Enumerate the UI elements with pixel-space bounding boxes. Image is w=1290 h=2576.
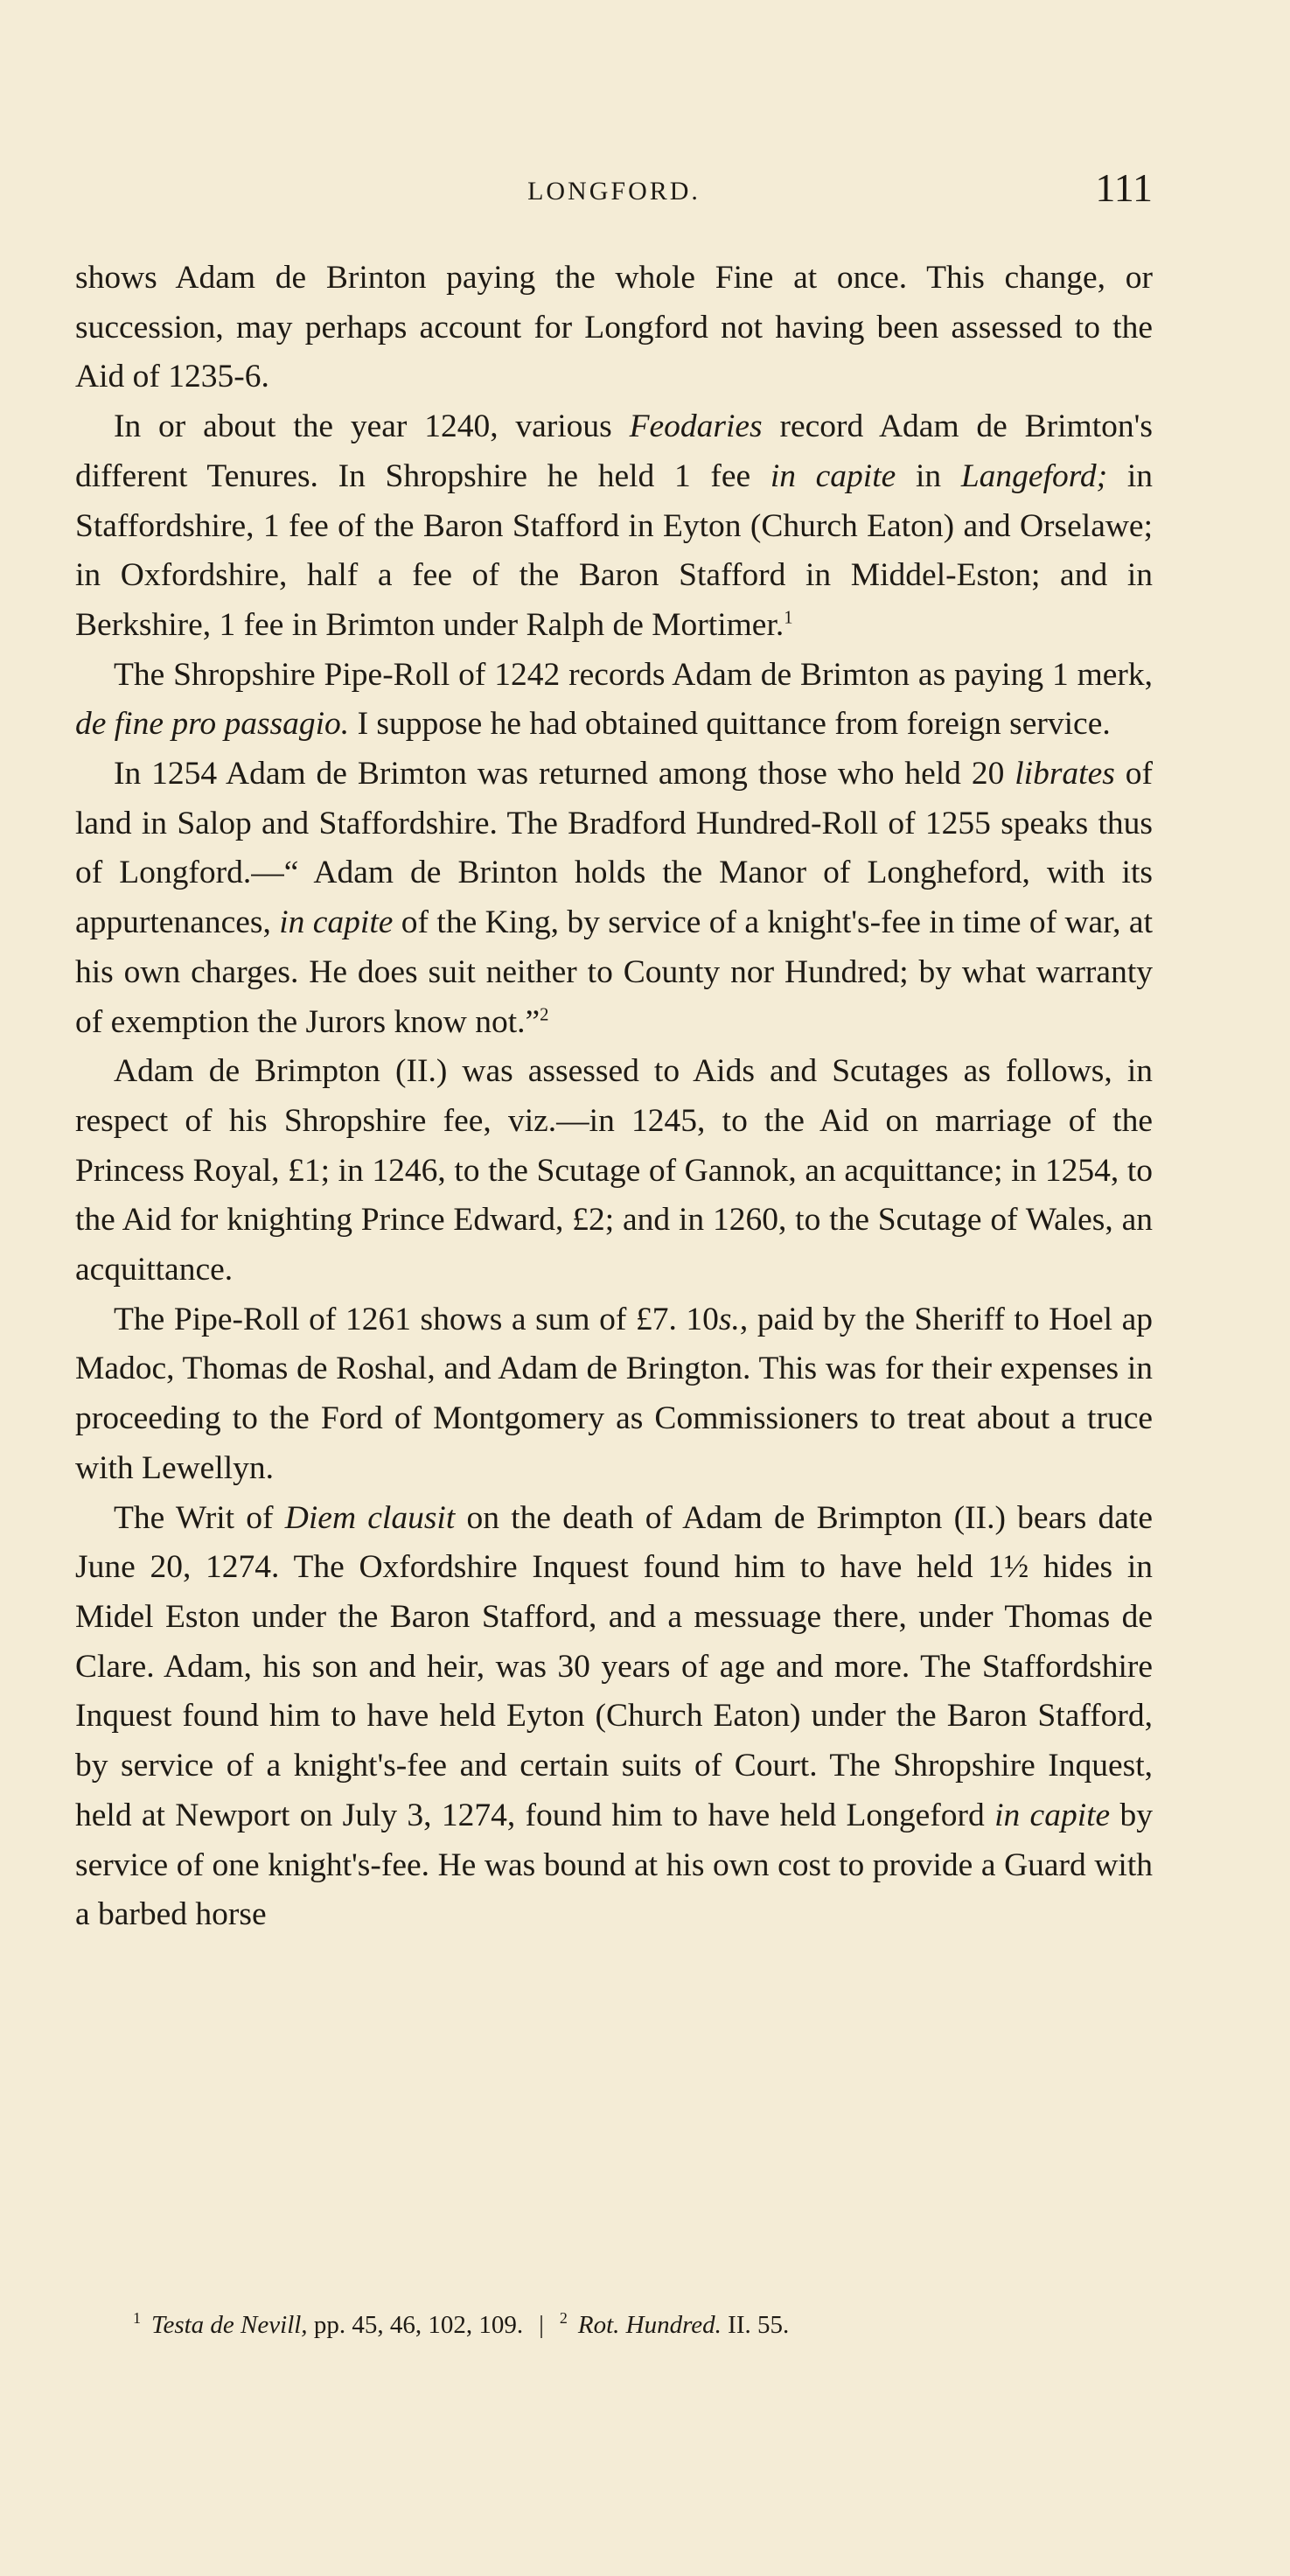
footnote-ref: 1	[784, 608, 793, 628]
body-text	[75, 254, 1153, 1940]
footnote-1-text: pp. 45, 46, 102, 109.	[307, 2310, 524, 2339]
text-run: In or about the year 1240, various	[114, 408, 630, 445]
footnote-2-mark: 2	[559, 2309, 568, 2327]
footnote-2-source: Rot. Hundred.	[577, 2310, 722, 2339]
text-run: The Writ of	[114, 1499, 285, 1536]
italic-term: Feodaries	[629, 408, 763, 445]
italic-term: in capite	[994, 1797, 1111, 1833]
text-run: in Staffordshire, 1 fee of the Baron Stafford in Eyton (Church Eaton) and Orselawe; in Oxfordshire, half a fee of the Baron Stafford in Middel-Eston; and in Berkshire, 1 fee in Brimton under Ralph de Mortimer.	[75, 457, 1154, 643]
footnote-2-text: II. 55.	[721, 2310, 790, 2339]
footnote-separator: |	[539, 2310, 544, 2339]
text-run: In 1254 Adam de Brimton was returned among those who held 20	[114, 756, 1015, 792]
text-run: in	[896, 457, 961, 494]
italic-term: in capite	[279, 904, 394, 941]
italic-term: de fine pro passagio.	[75, 706, 350, 743]
running-head: LONGFORD.	[527, 177, 701, 206]
paragraph-5	[75, 1047, 1153, 1295]
footnote-1	[133, 2311, 523, 2339]
italic-term: s.	[718, 1301, 740, 1337]
paragraph-6	[75, 1295, 1153, 1494]
footnote-1-mark: 1	[133, 2309, 141, 2327]
text-run: of land in Salop and Staffordshire. The Bradford Hundred-Roll of 1255 speaks thus of Longford.—“ Adam de Brinton holds the Manor of Longheford, with its appurtenances,	[75, 756, 1153, 941]
paragraph-2	[75, 402, 1153, 651]
italic-term: librates	[1015, 756, 1115, 792]
text-run: The Pipe-Roll of 1261 shows a sum of £7. 10	[114, 1301, 719, 1337]
italic-term: Diem clausit	[284, 1499, 456, 1536]
paragraph-4	[75, 750, 1153, 1047]
footnote-2	[560, 2311, 789, 2339]
paragraph-1	[75, 254, 1153, 402]
text-run: Adam de Brimpton (II.) was assessed to Aids and Scutages as follows, in respect of his Shropshire fee, viz.—in 1245, to the Aid on marriage of the Princess Royal, £1; in 1246, to the Scutage of Gannok, an acquittance; in 1254, to the Aid for knighting Prince Edward, £2; and in 1260, to the Scutage of Wales, an acquittance.	[75, 1053, 1153, 1288]
text-run: record Adam de Brimton's different Tenures. In Shropshire he held 1 fee	[75, 408, 1153, 494]
text-run: I suppose he had obtained quittance from foreign service.	[349, 706, 1111, 743]
page-number: 111	[1095, 165, 1153, 210]
paragraph-7	[75, 1494, 1153, 1940]
italic-term: in capite	[770, 457, 896, 494]
text-run: The Shropshire Pipe-Roll of 1242 records Adam de Brimton as paying 1 merk,	[114, 656, 1153, 693]
text-run: of the King, by service of a knight's-fee in time of war, at his own charges. He does suit neither to County nor Hundred; by what warranty of exemption the Jurors know not.”	[75, 904, 1154, 1040]
italic-term: Langeford;	[960, 457, 1108, 494]
page-footnotes	[133, 2309, 1147, 2340]
text-run: on the death of Adam de Brimpton (II.) bears date June 20, 1274. The Oxfordshire Inquest found him to have held 1½ hides in Midel Eston under the Baron Stafford, and a messuage there, under Thomas de Clare. Adam, his son and heir, was 30 years of age and more. The Staffordshire Inquest found him to have held Eyton (Church Eaton) under the Baron Stafford, by service of a knight's-fee and certain suits of Court. The Shropshire Inquest, held at Newport on July 3, 1274, found him to have held Longeford	[75, 1499, 1153, 1833]
paragraph-1-text: shows Adam de Brinton paying the whole Fine at once. This change, or succession, may perhaps account for Longford not having been assessed to the Aid of 1235-6.	[75, 260, 1153, 395]
page-header	[75, 164, 1153, 217]
paragraph-3	[75, 651, 1153, 750]
text-run: by service of one knight's-fee. He was bound at his own cost to provide a Guard with a barbed horse	[75, 1797, 1154, 1933]
footnote-1-source: Testa de Nevill,	[151, 2310, 308, 2339]
text-run: , paid by the Sheriff to Hoel ap Madoc, Thomas de Roshal, and Adam de Brington. This was for their expenses in proceeding to the Ford of Montgomery as Commissioners to treat about a truce with Lewellyn.	[75, 1301, 1153, 1486]
footnote-ref: 2	[540, 1005, 549, 1025]
